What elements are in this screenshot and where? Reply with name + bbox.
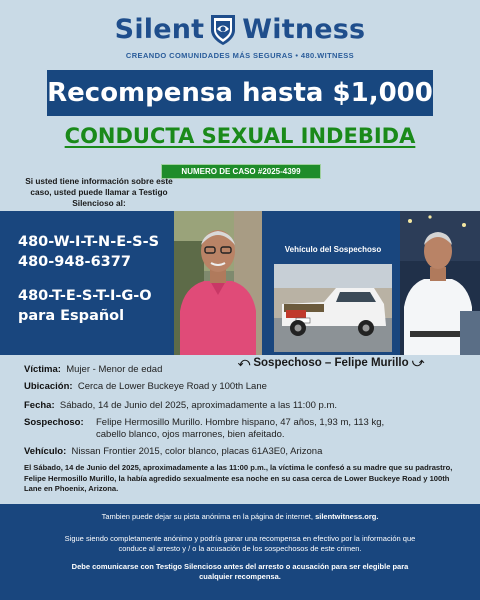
suspect-value: Felipe Hermosillo Murillo. Hombre hispano, 47 años, 1,93 m, 113 kg, cabello blanco, ojos marrones, bien afeitado. bbox=[96, 417, 385, 440]
vehicle-detail-label: Vehículo: bbox=[24, 446, 67, 457]
victim-line bbox=[24, 364, 454, 376]
logo-word-left: Silent bbox=[114, 13, 205, 45]
vehicle-value: Nissan Frontier 2015, color blanco, placas 61A3E0, Arizona bbox=[71, 446, 323, 457]
phone-line-witness: 480-W-I-T-N-E-S-S bbox=[18, 234, 160, 250]
arrow-right-icon: ⤻ bbox=[408, 357, 425, 369]
tagline: CREANDO COMUNIDADES MÁS SEGURAS • 480.WITNESS bbox=[125, 51, 355, 60]
arrow-left-icon: ⤺ bbox=[237, 357, 254, 369]
vehicle-label: Vehículo del Sospechoso bbox=[284, 245, 382, 254]
tip-intro: Si usted tiene información sobre este caso, usted puede llamar a Testigo Silencioso al: bbox=[25, 176, 173, 208]
suspect-photo-2 bbox=[400, 211, 480, 355]
vehicle-photo bbox=[274, 264, 392, 352]
suspect-caption-text: Sospechoso – Felipe Murillo bbox=[253, 357, 409, 369]
footer-web bbox=[0, 512, 480, 521]
victim-value: Mujer - Menor de edad bbox=[66, 364, 163, 375]
crime-title: CONDUCTA SEXUAL INDEBIDA bbox=[64, 124, 416, 148]
footer-eligibility: Debe comunicarse con Testigo Silencioso antes del arresto o acusación para ser elegible para cualquier recompensa. bbox=[71, 562, 409, 581]
case-number: NUMERO DE CASO #2025-4399 bbox=[181, 167, 301, 176]
website-link[interactable]: silentwitness.org. bbox=[315, 512, 379, 521]
location-label: Ubicación: bbox=[24, 381, 73, 392]
phone-line-testigo: 480-T-E-S-T-I-G-O bbox=[18, 288, 152, 304]
suspect-label: Sospechoso: bbox=[24, 417, 84, 428]
logo bbox=[0, 10, 480, 48]
phone-line-number: 480-948-6377 bbox=[18, 254, 131, 270]
reward-banner bbox=[47, 70, 433, 116]
phone-line-spanish: para Español bbox=[18, 308, 125, 324]
case-narrative: El Sábado, 14 de Junio del 2025, aproximadamente a las 11:00 p.m., la víctima le confesó a su madre que su padrastro, Felipe Hermosillo Murillo, la había agredido sexualmente esa noche en su casa cerca de Lower Buckeye Road y 100th Lane en Phoenix, Arizona. bbox=[24, 463, 453, 493]
date-line bbox=[24, 400, 454, 412]
eye-emblem-icon bbox=[207, 12, 239, 46]
reward-text: Recompensa hasta $1,000 bbox=[47, 78, 433, 108]
date-label: Fecha: bbox=[24, 400, 55, 411]
footer bbox=[0, 504, 480, 600]
phone-numbers bbox=[18, 232, 178, 326]
date-value: Sábado, 14 de Junio del 2025, aproximadamente a las 11:00 p.m. bbox=[59, 400, 338, 411]
location-value: Cerca de Lower Buckeye Road y 100th Lane bbox=[77, 381, 267, 392]
suspect-line bbox=[24, 417, 454, 441]
logo-word-right: Witness bbox=[242, 13, 366, 45]
footer-web-text: Tambien puede dejar su pista anónima en la página de internet, bbox=[101, 512, 313, 521]
victim-label: Víctima: bbox=[24, 364, 61, 375]
vehicle-line bbox=[24, 446, 454, 458]
case-number-badge bbox=[161, 164, 321, 179]
footer-anonymous: Sigue siendo completamente anónimo y podría ganar una recompensa en efectivo por la información que conduce al arresto y / o la acusación de los sospechosos de este crimen. bbox=[64, 534, 416, 553]
suspect-photo-1 bbox=[174, 211, 262, 355]
location-line bbox=[24, 381, 454, 393]
